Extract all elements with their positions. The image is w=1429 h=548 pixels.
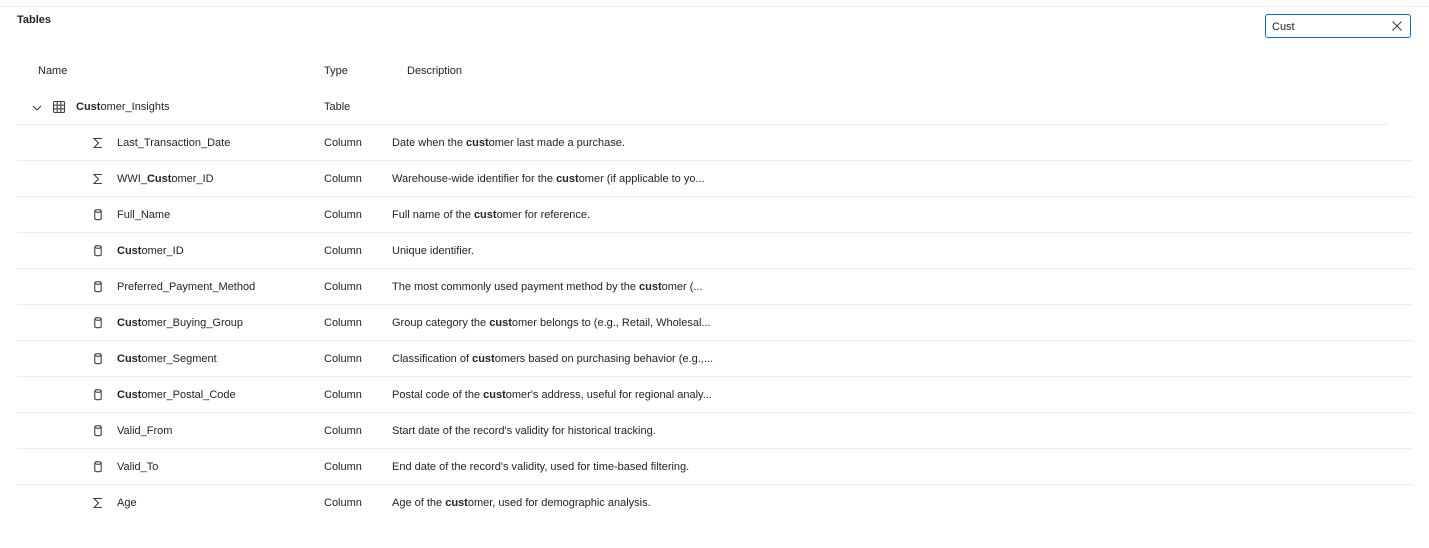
list-item[interactable] [17, 485, 1413, 521]
field-description: Full name of the customer for reference. [392, 209, 591, 221]
field-name: Customer_Postal_Code [117, 389, 236, 401]
search-match: Cust [76, 101, 101, 113]
search-box[interactable] [1265, 14, 1411, 38]
cylinder-icon [91, 244, 105, 258]
field-type: Column [324, 461, 362, 473]
list-item[interactable] [17, 197, 1413, 233]
field-type: Column [324, 137, 362, 149]
field-type: Column [324, 245, 362, 257]
field-name: Valid_To [117, 461, 159, 473]
sigma-icon [91, 496, 105, 510]
table-row[interactable] [17, 89, 1388, 125]
field-name: Last_Transaction_Date [117, 137, 231, 149]
search-match: cust [472, 353, 495, 365]
cylinder-icon [91, 316, 105, 330]
search-match: cust [445, 497, 468, 509]
search-match: Cust [117, 245, 142, 257]
cylinder-icon [91, 388, 105, 402]
field-description: Unique identifier. [392, 245, 474, 257]
search-match: cust [556, 173, 579, 185]
search-match: cust [639, 281, 662, 293]
table-name: Customer_Insights [76, 101, 170, 113]
field-description: Age of the customer, used for demographic analysis. [392, 497, 651, 509]
table-grid-icon [52, 100, 66, 114]
list-item[interactable] [17, 341, 1413, 377]
field-type: Column [324, 209, 362, 221]
table-type: Table [324, 101, 351, 113]
search-input[interactable] [1272, 19, 1382, 34]
search-match: Cust [117, 317, 142, 329]
field-name: Customer_Segment [117, 353, 217, 365]
sigma-icon [91, 136, 105, 150]
field-name: Full_Name [117, 209, 171, 221]
field-description: Group category the customer belongs to (e.g., Retail, Wholesal... [392, 317, 711, 329]
column-header-type[interactable]: Type [324, 65, 348, 77]
list-item[interactable] [17, 377, 1413, 413]
field-description: Warehouse-wide identifier for the customer (if applicable to yo... [392, 173, 705, 185]
field-name: Preferred_Payment_Method [117, 281, 256, 293]
field-name: Customer_Buying_Group [117, 317, 243, 329]
search-match: cust [466, 137, 489, 149]
field-type: Column [324, 425, 362, 437]
field-description: Date when the customer last made a purchase. [392, 137, 625, 149]
cylinder-icon [91, 208, 105, 222]
field-type: Column [324, 389, 362, 401]
search-match: cust [483, 389, 506, 401]
close-icon[interactable] [1390, 19, 1404, 33]
field-name: Age [117, 497, 137, 509]
cylinder-icon [91, 424, 105, 438]
cylinder-icon [91, 280, 105, 294]
field-name: WWI_Customer_ID [117, 173, 214, 185]
list-item[interactable] [17, 413, 1413, 449]
sigma-icon [91, 172, 105, 186]
top-divider [0, 6, 1429, 7]
list-item[interactable] [17, 161, 1413, 197]
field-type: Column [324, 173, 362, 185]
search-match: Cust [146, 173, 172, 185]
field-name: Valid_From [117, 425, 173, 437]
field-description: The most commonly used payment method by the customer (... [392, 281, 703, 293]
field-type: Column [324, 281, 362, 293]
page-title: Tables [17, 14, 52, 26]
list-item[interactable] [17, 125, 1413, 161]
field-description: Postal code of the customer's address, useful for regional analy... [392, 389, 712, 401]
field-description: End date of the record's validity, used for time-based filtering. [392, 461, 690, 473]
search-match: cust [473, 209, 497, 221]
list-item[interactable] [17, 233, 1413, 269]
list-item[interactable] [17, 449, 1413, 485]
field-description: Start date of the record's validity for historical tracking. [392, 425, 656, 437]
list-item[interactable] [17, 305, 1413, 341]
search-match: cust [489, 317, 512, 329]
list-item[interactable] [17, 269, 1413, 305]
chevron-down-icon[interactable] [31, 101, 43, 113]
search-match: Cust [117, 389, 142, 401]
search-match: Cust [117, 353, 142, 365]
field-name: Customer_ID [117, 245, 184, 257]
cylinder-icon [91, 460, 105, 474]
column-header-description[interactable]: Description [407, 65, 463, 77]
cylinder-icon [91, 352, 105, 366]
field-type: Column [324, 317, 362, 329]
field-type: Column [324, 353, 362, 365]
field-type: Column [324, 497, 362, 509]
field-description: Classification of customers based on purchasing behavior (e.g.,... [392, 353, 714, 365]
column-header-name[interactable]: Name [38, 65, 68, 77]
